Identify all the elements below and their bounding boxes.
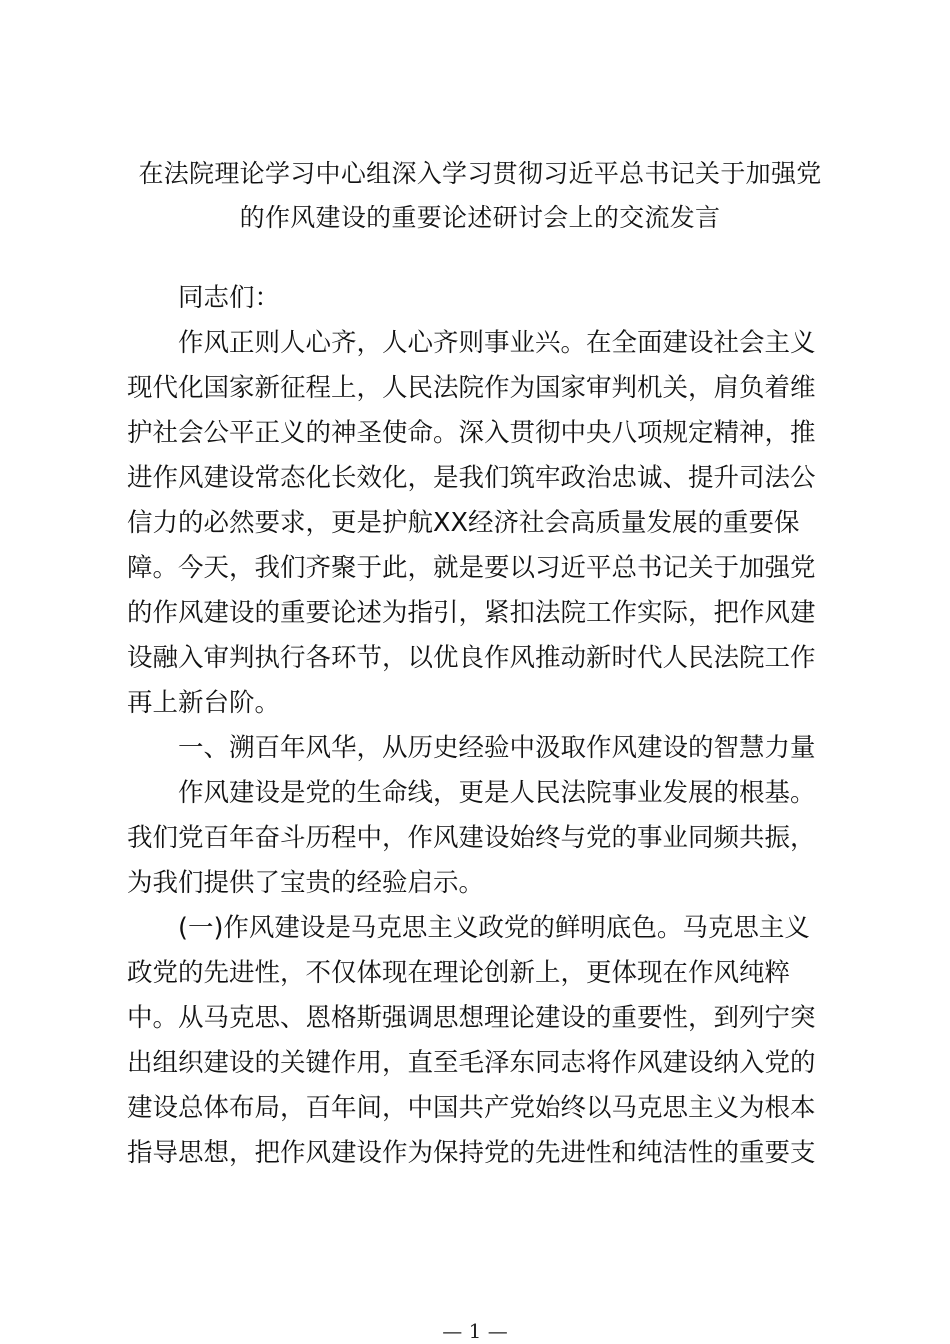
title-line-1: 在法院理论学习中心组深入学习贯彻习近平总书记关于加强党 — [138, 159, 822, 188]
section-heading-1: 一、溯百年风华，从历史经验中汲取作风建设的智慧力量 — [178, 733, 816, 763]
paragraph-intro: 作风正则人心齐，人心齐则事业兴。在全面建设社会主义现代化国家新征程上，人民法院作为国家审判机关，肩负着维护社会公平正义的神圣使命。深入贯彻中央八项规定精神，推进作风建设常态化长效化，是我们筑牢政治忠诚、提升司法公信力的必然要求，更是护航XX经济社会高质量发展的重要保障。今天，我们齐聚于此，就是要以习近平总书记关于加强党的作风建设的重要论述为指引，紧扣法院工作实际，把作风建设融入审判执行各环节，以优良作风推动新时代人民法院工作再上新台阶。 — [127, 328, 816, 718]
salutation: 同志们： — [178, 283, 281, 313]
document-body — [127, 276, 827, 1176]
page-number: — 1 — — [442, 1319, 508, 1343]
paragraph-subsection-1: (一)作风建设是马克思主义政党的鲜明底色。马克思主义政党的先进性，不仅体现在理论创新上，更体现在作风纯粹中。从马克思、恩格斯强调思想理论建设的重要性，到列宁突出组织建设的关键作用，直至毛泽东同志将作风建设纳入党的建设总体布局，百年间，中国共产党始终以马克思主义为根本指导思想，把作风建设作为保持党的先进性和纯洁性的重要支 — [127, 913, 816, 1168]
document-title — [100, 152, 860, 240]
title-line-2: 的作风建设的重要论述研讨会上的交流发言 — [239, 203, 721, 232]
paragraph-section-1: 作风建设是党的生命线，更是人民法院事业发展的根基。我们党百年奋斗历程中，作风建设始终与党的事业同频共振，为我们提供了宝贵的经验启示。 — [127, 778, 816, 898]
